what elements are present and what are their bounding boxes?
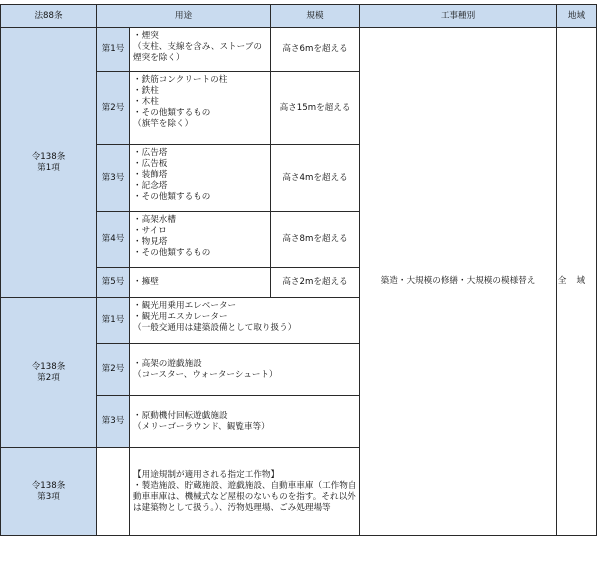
use-line: ・その他類するもの — [133, 108, 211, 118]
use-cell — [130, 448, 360, 536]
work-type-cell: 築造・大規模の修繕・大規模の模様替え — [360, 28, 557, 536]
use-line: （支柱、支線を含み、ストーブの煙突を除く） — [133, 42, 262, 63]
use-line: 【用途規制が適用される指定工作物】 — [133, 469, 280, 480]
header-use: 用途 — [97, 5, 271, 28]
section-label-2: 令138条 第2項 — [1, 298, 97, 448]
use-line: ・木柱 — [133, 97, 159, 107]
sub-number: 第3号 — [97, 396, 130, 448]
use-line: ・広告塔 — [133, 148, 168, 158]
use-line: （コースター、ウォーターシュート） — [133, 369, 278, 380]
section-label-3: 令138条 第3項 — [1, 448, 97, 536]
use-line: ・サイロ — [133, 226, 167, 236]
header-scale: 規模 — [271, 5, 360, 28]
scale-cell: 高さ8mを超える — [271, 212, 360, 268]
sub-number: 第2号 — [97, 344, 130, 396]
use-cell — [130, 72, 271, 145]
sub-number: 第3号 — [97, 145, 130, 212]
use-line: ・物見塔 — [133, 237, 168, 247]
section-label-1: 令138条 第1項 — [1, 28, 97, 298]
use-line: ・観光用乗用エレベーター — [133, 301, 237, 311]
use-line: ・擁壁 — [133, 277, 159, 287]
scale-cell: 高さ4mを超える — [271, 145, 360, 212]
use-line: （一般交通用は建築設備として取り扱う） — [133, 323, 297, 333]
scale-cell: 高さ15mを超える — [271, 72, 360, 145]
header-work-type: 工事種別 — [360, 5, 557, 28]
use-line: ・鉄筋コンクリートの柱 — [133, 75, 228, 85]
use-line: ・その他類するもの — [133, 192, 211, 202]
empty-cell — [97, 448, 130, 536]
use-line: ・煙突 — [133, 31, 159, 41]
structure-regulation-table — [0, 4, 597, 536]
use-line: （メリーゴーラウンド、観覧車等） — [133, 421, 270, 432]
use-cell — [130, 396, 360, 448]
table-row — [1, 28, 597, 72]
sub-number: 第5号 — [97, 268, 130, 298]
use-cell — [130, 212, 271, 268]
use-line: ・広告板 — [133, 159, 168, 169]
use-line: ・製造施設、貯蔵施設、遊戯施設、自動車車庫（工作物自動車車庫は、機械式など屋根のないものを指す。それ以外は建築物として扱う。）、汚物処理場、ごみ処理場等 — [133, 480, 357, 513]
use-line: ・記念塔 — [133, 181, 168, 191]
scale-cell: 高さ2mを超える — [271, 268, 360, 298]
use-line: （旗竿を除く） — [133, 119, 194, 129]
use-line: ・観光用エスカレーター — [133, 312, 228, 322]
area-cell: 全域 — [557, 28, 597, 536]
header-law: 法88条 — [1, 5, 97, 28]
scale-cell: 高さ6mを超える — [271, 28, 360, 72]
use-cell — [130, 268, 271, 298]
use-cell — [130, 28, 271, 72]
use-cell — [130, 298, 360, 344]
use-line: ・高架水槽 — [133, 215, 176, 225]
use-line: ・その他類するもの — [133, 248, 211, 258]
use-cell — [130, 145, 271, 212]
sub-number: 第4号 — [97, 212, 130, 268]
use-cell — [130, 344, 360, 396]
sub-number: 第1号 — [97, 298, 130, 344]
header-area: 地域 — [557, 5, 597, 28]
use-line: ・鉄柱 — [133, 86, 159, 96]
use-line: ・高架の遊戯施設 — [133, 358, 202, 369]
header-row — [1, 5, 597, 28]
sub-number: 第1号 — [97, 28, 130, 72]
use-line: ・装飾塔 — [133, 170, 168, 180]
table-wrapper — [0, 4, 597, 536]
sub-number: 第2号 — [97, 72, 130, 145]
use-line: ・原動機付回転遊戯施設 — [133, 410, 228, 421]
